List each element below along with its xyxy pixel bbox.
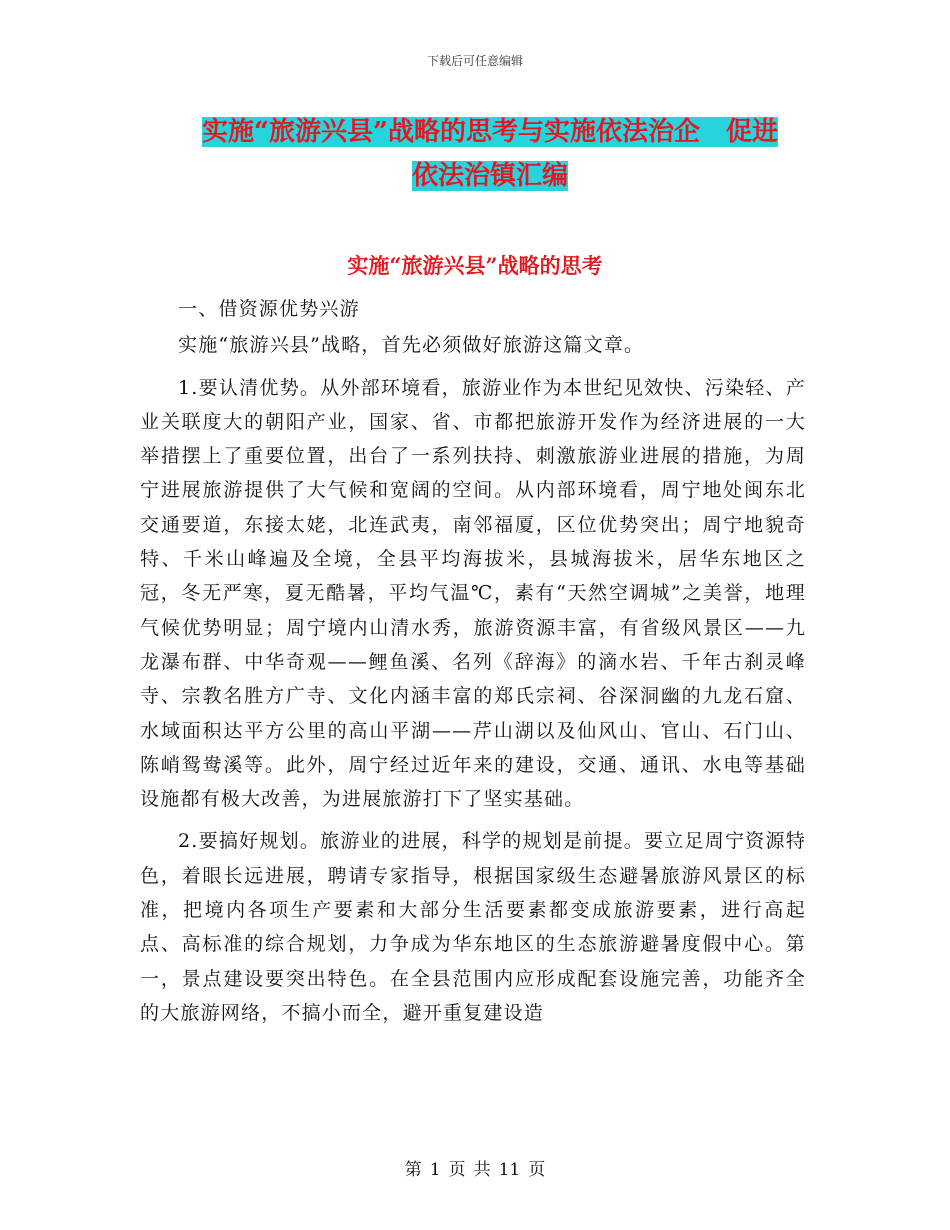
- paragraph-item-2: 2.要搞好规划。旅游业的进展，科学的规划是前提。要立足周宁资源特色，着眼长远进展，聘请专家指导，根据国家级生态避暑旅游风景区的标准，把境内各项生产要素和大部分生活要素都变成旅游要素，进行高起点、高标准的综合规划，力争成为华东地区的生态旅游避暑度假中心。第一，景点建设要突出特色。在全县范围内应形成配套设施完善，功能齐全的大旅游网络，不搞小而全，避开重复建设造: [140, 830, 806, 1024]
- page-footer: [0, 1155, 950, 1180]
- section-title: 实施“旅游兴县”战略的思考: [347, 253, 603, 278]
- paragraph-intro: 实施“旅游兴县”战略，首先必须做好旅游这篇文章。: [178, 334, 645, 357]
- paragraph-heading: 一、借资源优势兴游: [178, 298, 360, 320]
- footer-suffix: 页: [528, 1160, 546, 1180]
- footer-middle: 页: [448, 1160, 466, 1180]
- header-note: 下载后可任意编辑: [426, 54, 523, 68]
- document-title-line-2: 依法治镇汇编: [411, 161, 568, 191]
- footer-prefix: 第: [404, 1160, 422, 1180]
- article-body: [140, 292, 806, 1038]
- document-title: [140, 110, 840, 198]
- footer-total-pages: 11: [498, 1160, 521, 1180]
- document-title-line-1: 实施“旅游兴县”战略的思考与实施依法治企 促进: [202, 117, 778, 147]
- footer-page-number: 1: [429, 1160, 441, 1180]
- paragraph-item-1: 1.要认清优势。从外部环境看，旅游业作为本世纪见效快、污染轻、产业关联度大的朝阳产业，国家、省、市都把旅游开发作为经济进展的一大举措摆上了重要位置，出台了一系列扶持、刺激旅游业进展的措施，为周宁进展旅游提供了大气候和宽阔的空间。从内部环境看，周宁地处闽东北交通要道，东接太姥，北连武夷，南邻福厦，区位优势突出；周宁地貌奇特、千米山峰遍及全境，全县平均海拔米，县城海拔米，居华东地区之冠，冬无严寒，夏无酷暑，平均气温℃，素有“天然空调城”之美誉，地理气候优势明显；周宁境内山清水秀，旅游资源丰富，有省级风景区——九龙瀑布群、中华奇观——鲤鱼溪、名列《辞海》的滴水岩、千年古刹灵峰寺、宗教名胜方广寺、文化内涵丰富的郑氏宗祠、谷深洞幽的九龙石窟、水域面积达平方公里的高山平湖——芹山湖以及仙风山、官山、石门山、陈峭鸳鸯溪等。此外，周宁经过近年来的建设，交通、通讯、水电等基础设施都有极大改善，为进展旅游打下了坚实基础。: [140, 376, 806, 811]
- footer-total-prefix: 共: [473, 1160, 491, 1180]
